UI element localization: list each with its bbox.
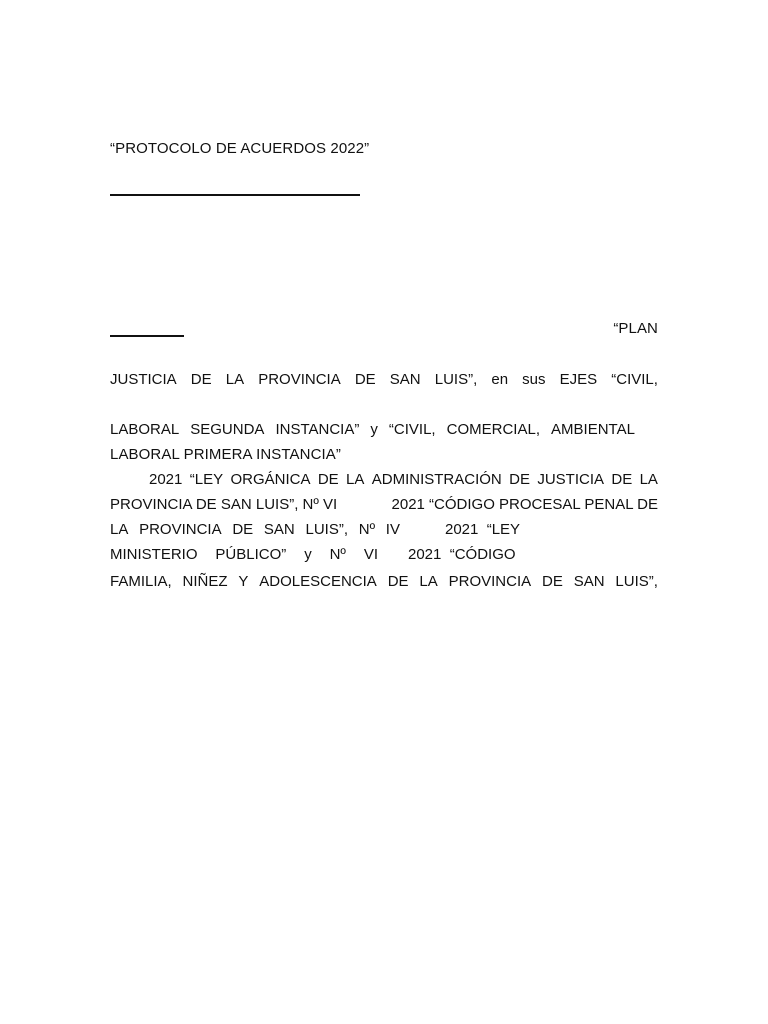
word: “CIVIL,	[611, 371, 658, 388]
word: SAN	[389, 371, 421, 388]
word: PROVINCIA	[139, 521, 222, 538]
word: PÚBLICO”	[215, 546, 287, 563]
paragraph1-line3	[110, 421, 635, 439]
word: LA	[110, 521, 129, 538]
title-underline	[110, 194, 360, 196]
document-title: “PROTOCOLO DE ACUERDOS 2022”	[110, 140, 370, 157]
word: DE	[509, 471, 530, 488]
word: Nº	[329, 546, 346, 563]
paragraph1-line2	[110, 371, 658, 389]
word: LA	[225, 371, 245, 388]
paragraph2-line5	[110, 573, 658, 591]
word: AMBIENTAL	[551, 421, 635, 438]
word: DE	[190, 371, 212, 388]
paragraph2-line1	[149, 471, 658, 489]
paragraph1-line1-right: “PLAN	[613, 320, 658, 337]
word: VI	[363, 546, 378, 563]
redacted-underline	[110, 335, 184, 337]
word: LA	[419, 573, 438, 590]
word: “LEY	[189, 471, 224, 488]
paragraph2-line2-left: PROVINCIA DE SAN LUIS”, Nº VI	[110, 496, 338, 513]
word: ORGÁNICA	[230, 471, 311, 488]
word: PROVINCIA	[258, 371, 341, 388]
word: en	[491, 371, 509, 388]
word: y	[304, 546, 312, 563]
word: MINISTERIO	[110, 546, 198, 563]
word: DE	[317, 471, 339, 488]
word: SAN	[263, 521, 295, 538]
word: IV	[385, 521, 400, 538]
word: LUIS”,	[305, 521, 349, 538]
word: LABORAL	[110, 421, 180, 438]
word: DE	[232, 521, 254, 538]
word: EJES	[559, 371, 598, 388]
paragraph2-line3-right: 2021 “LEY	[445, 521, 521, 538]
paragraph2-line2-right: 2021 “CÓDIGO PROCESAL PENAL DE	[391, 496, 658, 513]
word: DE	[541, 573, 563, 590]
word: Y	[238, 573, 249, 590]
word: JUSTICIA	[110, 371, 177, 388]
word: sus	[522, 371, 546, 388]
word: 2021	[149, 471, 183, 488]
word: SEGUNDA	[190, 421, 265, 438]
word: “CIVIL,	[388, 421, 436, 438]
word: ADMINISTRACIÓN	[371, 471, 502, 488]
word: COMERCIAL,	[446, 421, 540, 438]
word: FAMILIA,	[110, 573, 172, 590]
word: DE	[354, 371, 376, 388]
word: LUIS”,	[434, 371, 478, 388]
paragraph2-line4-left	[110, 546, 378, 564]
word: LUIS”,	[615, 573, 658, 590]
paragraph2-line3-left	[110, 521, 400, 539]
paragraph1-line4: LABORAL PRIMERA INSTANCIA”	[110, 446, 341, 463]
paragraph2-line4-right: 2021 “CÓDIGO	[408, 546, 516, 563]
word: JUSTICIA	[537, 471, 605, 488]
word: y	[370, 421, 378, 438]
word: NIÑEZ	[182, 573, 228, 590]
word: PROVINCIA	[448, 573, 532, 590]
word: INSTANCIA”	[275, 421, 360, 438]
word: Nº	[358, 521, 376, 538]
word: DE	[611, 471, 633, 488]
word: SAN	[573, 573, 605, 590]
word: DE	[387, 573, 409, 590]
word: ADOLESCENCIA	[259, 573, 377, 590]
word: LA	[346, 471, 365, 488]
word: LA	[639, 471, 658, 488]
